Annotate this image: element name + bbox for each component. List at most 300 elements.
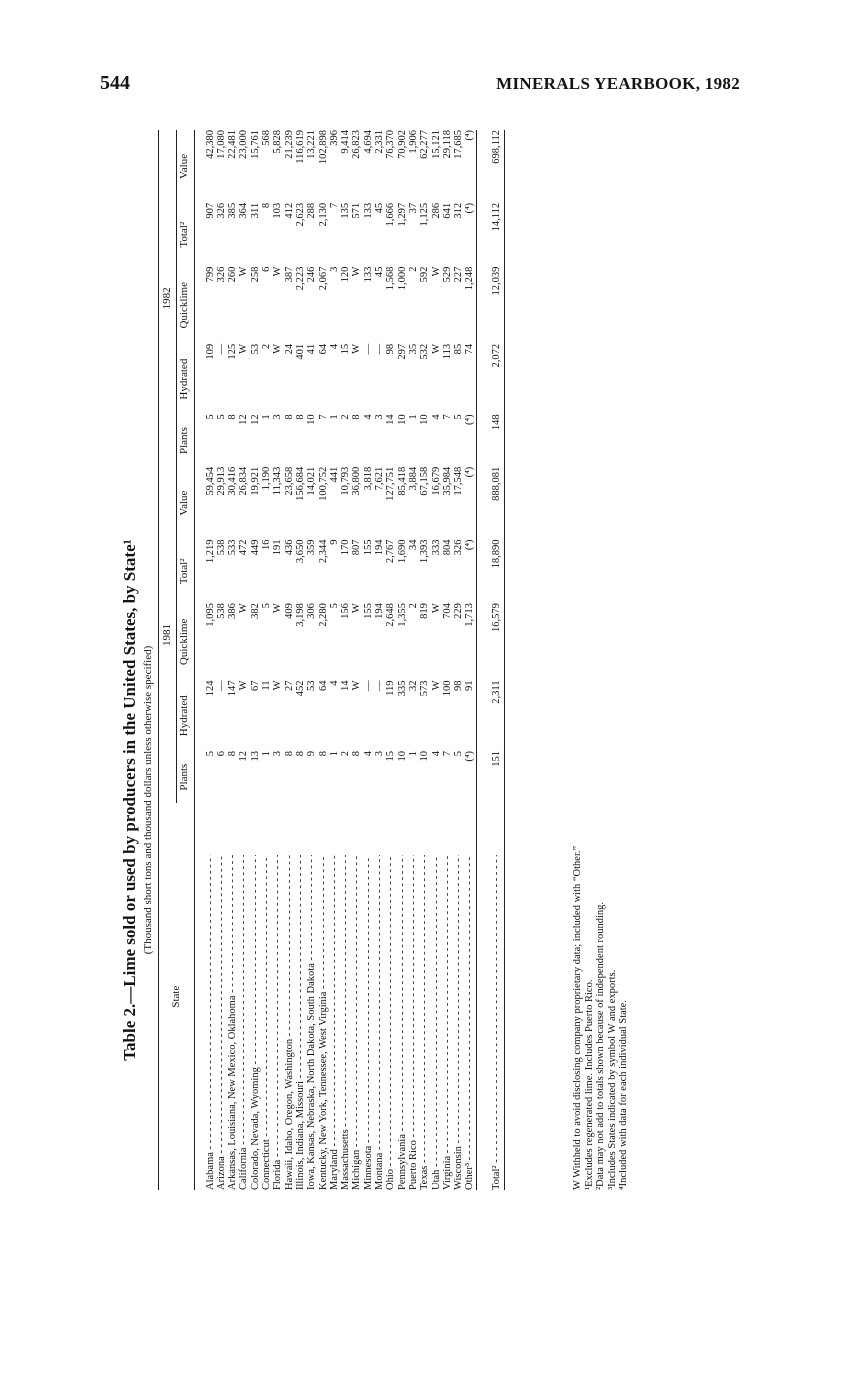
hydrated-header-1982: Hydrated bbox=[177, 344, 194, 415]
cell-1981-total: 472 bbox=[238, 539, 250, 556]
state-label: Maryland - - - bbox=[329, 855, 340, 1190]
cell-1981-plants: 6 bbox=[215, 751, 227, 757]
cell-1982-hydrated: 53 bbox=[249, 343, 261, 355]
cell-1981-total: 449 bbox=[249, 539, 261, 556]
plants-header-1981: Plants bbox=[177, 751, 194, 803]
cell-1981-plants: 10 bbox=[419, 751, 431, 762]
state-label: Montana - - - bbox=[374, 855, 385, 1190]
cell-1982-total: 907 bbox=[204, 202, 216, 219]
cell-1981-total: (⁴) bbox=[464, 539, 476, 551]
cell-1981-quicklime: 194 bbox=[374, 603, 386, 619]
cell-1981-plants: 13 bbox=[249, 751, 261, 762]
table-row bbox=[194, 130, 216, 1190]
cell-1981-plants: 8 bbox=[283, 751, 295, 757]
cell-1981-plants: 8 bbox=[294, 751, 306, 757]
cell-1982-hydrated: 2,072 bbox=[476, 344, 504, 415]
cell-1981-plants: 1 bbox=[328, 751, 340, 757]
state-cell bbox=[374, 803, 385, 1190]
cell-1981-hydrated: 27 bbox=[283, 680, 295, 691]
cell-1982-quicklime: 1,248 bbox=[464, 266, 476, 291]
cell-1981-quicklime: 382 bbox=[249, 603, 261, 619]
state-label: Michigan - - - bbox=[351, 855, 362, 1190]
cell-1981-quicklime: 1,095 bbox=[204, 603, 216, 627]
state-column-header: State bbox=[159, 803, 195, 1190]
cell-1982-plants: (⁴) bbox=[464, 414, 476, 426]
table-row bbox=[351, 130, 362, 1190]
table-row bbox=[340, 130, 351, 1190]
cell-1981-total: 194 bbox=[374, 539, 386, 556]
cell-1981-quicklime: 538 bbox=[215, 603, 227, 619]
cell-1981-quicklime: 1,355 bbox=[396, 603, 408, 627]
cell-1981-quicklime: 3,198 bbox=[294, 603, 306, 627]
cell-1981-quicklime: 5 bbox=[261, 603, 273, 609]
cell-1982-hydrated: 125 bbox=[227, 343, 239, 360]
cell-1982-quicklime: W bbox=[272, 266, 284, 277]
running-title: MINERALS YEARBOOK, 1982 bbox=[496, 74, 740, 93]
state-label: Other³ - - - bbox=[464, 855, 475, 1190]
cell-1982-hydrated: 74 bbox=[464, 343, 476, 355]
cell-1981-quicklime: 229 bbox=[453, 603, 465, 619]
cell-1982-total: 1,125 bbox=[419, 202, 431, 227]
state-cell bbox=[397, 803, 408, 1190]
cell-1982-hydrated: 41 bbox=[306, 343, 318, 355]
table-row bbox=[385, 130, 396, 1190]
cell-1981-value: 67,158 bbox=[419, 466, 431, 496]
cell-1981-total: 2,767 bbox=[385, 539, 397, 564]
cell-1981-quicklime: 155 bbox=[362, 603, 374, 619]
cell-1981-quicklime: 5 bbox=[328, 603, 340, 609]
cell-1982-total: 385 bbox=[227, 202, 239, 219]
state-cell bbox=[306, 803, 317, 1190]
cell-1982-plants: 8 bbox=[294, 414, 306, 420]
cell-1981-plants: 1 bbox=[261, 751, 273, 757]
state-label: Utah - - - bbox=[431, 855, 442, 1190]
cell-1982-hydrated: 98 bbox=[385, 343, 397, 355]
cell-1982-plants: 10 bbox=[396, 414, 408, 425]
cell-1982-plants: 4 bbox=[362, 414, 374, 420]
cell-1981-total: 333 bbox=[430, 539, 442, 556]
cell-1982-total: 288 bbox=[306, 202, 318, 219]
cell-1981-total: 538 bbox=[215, 539, 227, 556]
table-row bbox=[261, 130, 272, 1190]
cell-1981-value: 100,752 bbox=[317, 466, 329, 501]
cell-1982-value: (⁴) bbox=[464, 130, 476, 141]
cell-1981-plants: (⁴) bbox=[464, 751, 476, 762]
rotated-table-block bbox=[120, 130, 760, 1230]
cell-1981-hydrated: 573 bbox=[419, 680, 431, 697]
cell-1981-quicklime: W bbox=[238, 603, 250, 614]
cell-1981-hydrated: 67 bbox=[249, 680, 261, 691]
cell-1982-total: 133 bbox=[362, 202, 374, 219]
cell-1982-total: 1,666 bbox=[385, 202, 397, 227]
cell-1981-value: (⁴) bbox=[464, 466, 476, 478]
cell-1982-hydrated: 401 bbox=[294, 343, 306, 360]
cell-1982-total: 103 bbox=[272, 202, 284, 219]
cell-1981-value: 14,021 bbox=[306, 466, 318, 496]
cell-1982-hydrated: W bbox=[238, 343, 250, 354]
cell-1982-total: 8 bbox=[261, 202, 273, 209]
cell-1981-total: 1,393 bbox=[419, 539, 431, 564]
cell-1981-value: 3,818 bbox=[362, 466, 374, 491]
cell-1982-value: 4,694 bbox=[362, 130, 374, 154]
cell-1981-total: 359 bbox=[306, 539, 318, 556]
cell-1982-total: 45 bbox=[374, 202, 386, 214]
cell-1982-plants: 5 bbox=[215, 414, 227, 420]
cell-1982-quicklime: 1,000 bbox=[396, 266, 408, 291]
cell-1982-total: 14,112 bbox=[476, 203, 504, 267]
cell-1982-value: 15,761 bbox=[249, 130, 261, 159]
cell-1981-total: 807 bbox=[351, 539, 363, 556]
table-row bbox=[408, 130, 419, 1190]
cell-1981-quicklime: 2 bbox=[407, 603, 419, 609]
cell-1982-plants: 7 bbox=[441, 414, 453, 420]
table-row bbox=[272, 130, 283, 1190]
cell-1982-plants: 148 bbox=[476, 414, 504, 466]
cell-1981-hydrated: 64 bbox=[317, 680, 329, 691]
cell-1981-plants: 7 bbox=[441, 751, 453, 757]
cell-1982-plants: 3 bbox=[272, 414, 284, 420]
cell-1982-value: 22,481 bbox=[227, 130, 239, 159]
state-label: Virginia - - - bbox=[442, 855, 453, 1190]
table-row bbox=[363, 130, 374, 1190]
cell-1981-hydrated: 32 bbox=[407, 680, 419, 691]
cell-1982-plants: 1 bbox=[261, 414, 273, 420]
cell-1982-plants: 12 bbox=[249, 414, 261, 425]
cell-1981-total: 533 bbox=[227, 539, 239, 556]
cell-1982-value: 698,112 bbox=[476, 130, 504, 203]
cell-1982-value: 396 bbox=[328, 130, 340, 146]
cell-1982-quicklime: W bbox=[238, 266, 250, 277]
cell-1982-total: 312 bbox=[453, 202, 465, 219]
cell-1982-hydrated: 15 bbox=[340, 343, 352, 355]
cell-1981-quicklime: W bbox=[351, 603, 363, 614]
cell-1982-quicklime: 133 bbox=[362, 266, 374, 283]
cell-1981-hydrated: 124 bbox=[204, 680, 216, 697]
cell-1982-quicklime: 227 bbox=[453, 266, 465, 283]
cell-1982-quicklime: 12,039 bbox=[476, 267, 504, 344]
cell-1981-plants: 8 bbox=[317, 751, 329, 757]
cell-1982-plants: 14 bbox=[385, 414, 397, 425]
cell-1981-value: 16,679 bbox=[430, 466, 442, 496]
cell-1982-plants: 10 bbox=[306, 414, 318, 425]
cell-1982-value: 102,898 bbox=[317, 130, 329, 165]
footnote-4: ⁴Included with data for each individual State. bbox=[618, 1000, 629, 1190]
hydrated-header-1981: Hydrated bbox=[177, 681, 194, 752]
cell-1982-plants: 8 bbox=[351, 414, 363, 420]
cell-1981-hydrated: W bbox=[430, 680, 442, 691]
cell-1982-value: 21,239 bbox=[283, 130, 295, 159]
value-header-1981: Value bbox=[177, 467, 194, 540]
quicklime-header-1981: Quicklime bbox=[177, 603, 194, 680]
state-label: Colorado, Nevada, Wyoming - - - bbox=[250, 855, 261, 1190]
cell-1982-quicklime: 326 bbox=[215, 266, 227, 283]
cell-1982-plants: 4 bbox=[430, 414, 442, 420]
lime-table bbox=[158, 130, 505, 1190]
state-label: Florida - - - bbox=[272, 855, 283, 1190]
cell-1982-total: 326 bbox=[215, 202, 227, 219]
cell-1982-hydrated: — bbox=[362, 343, 374, 355]
cell-1981-quicklime: 2,648 bbox=[385, 603, 397, 627]
cell-1982-total: 571 bbox=[351, 202, 363, 219]
cell-1981-hydrated: 14 bbox=[340, 680, 352, 691]
state-label: Iowa, Kansas, Nebraska, North Dakota, South Dakota - - - bbox=[306, 855, 317, 1190]
cell-1982-plants: 8 bbox=[283, 414, 295, 420]
cell-1981-quicklime: 1,713 bbox=[464, 603, 476, 627]
cell-1982-hydrated: 297 bbox=[396, 343, 408, 360]
cell-1981-value: 127,751 bbox=[385, 466, 397, 501]
year-1981-header: 1981 bbox=[159, 467, 177, 804]
cell-1981-quicklime: 2,280 bbox=[317, 603, 329, 627]
cell-1981-hydrated: 2,311 bbox=[476, 681, 504, 752]
cell-1982-total: 2,130 bbox=[317, 202, 329, 227]
footnote-2: ²Data may not add to totals shown because of independent rounding. bbox=[595, 901, 606, 1190]
total-row bbox=[476, 130, 504, 1190]
state-cell bbox=[351, 803, 362, 1190]
page-number: 544 bbox=[100, 72, 130, 94]
cell-1981-quicklime: 409 bbox=[283, 603, 295, 619]
cell-1981-plants: 1 bbox=[407, 751, 419, 757]
cell-1982-value: 1,906 bbox=[407, 130, 419, 154]
cell-1981-total: 155 bbox=[362, 539, 374, 556]
cell-1982-hydrated: W bbox=[430, 343, 442, 354]
cell-1982-hydrated: — bbox=[374, 343, 386, 355]
cell-1981-plants: 12 bbox=[238, 751, 250, 762]
cell-1981-plants: 8 bbox=[351, 751, 363, 757]
cell-1982-quicklime: 529 bbox=[441, 266, 453, 283]
state-cell bbox=[408, 803, 419, 1190]
cell-1981-quicklime: 704 bbox=[441, 603, 453, 619]
cell-1981-hydrated: W bbox=[238, 680, 250, 691]
state-label: Illinois, Indiana, Missouri - - - bbox=[295, 855, 306, 1190]
state-cell bbox=[329, 803, 340, 1190]
table-body bbox=[194, 130, 504, 1190]
cell-1981-value: 10,793 bbox=[340, 466, 352, 496]
cell-1982-total: 37 bbox=[407, 202, 419, 214]
cell-1981-hydrated: 119 bbox=[385, 680, 397, 696]
footnote-1: ¹Excludes regenerated lime. Includes Puerto Rico. bbox=[583, 979, 595, 1190]
state-label: Pennsylvania - - - bbox=[397, 855, 408, 1190]
cell-1982-quicklime: 2 bbox=[407, 266, 419, 272]
cell-1982-hydrated: W bbox=[351, 343, 363, 354]
cell-1981-value: 30,416 bbox=[227, 466, 239, 496]
footnotes bbox=[572, 290, 630, 1190]
cell-1981-value: 3,884 bbox=[407, 466, 419, 491]
cell-1981-total: 326 bbox=[453, 539, 465, 556]
state-cell bbox=[363, 803, 374, 1190]
cell-1982-value: 42,380 bbox=[204, 130, 216, 159]
cell-1982-hydrated: 4 bbox=[328, 343, 340, 350]
cell-1981-value: 888,081 bbox=[476, 467, 504, 540]
cell-1982-value: 568 bbox=[261, 130, 273, 146]
cell-1981-hydrated: 100 bbox=[441, 680, 453, 697]
cell-1982-quicklime: 2,067 bbox=[317, 266, 329, 291]
state-label: Texas - - - bbox=[419, 855, 430, 1190]
cell-1981-plants: 15 bbox=[385, 751, 397, 762]
table-row bbox=[329, 130, 340, 1190]
cell-1981-plants: 8 bbox=[227, 751, 239, 757]
cell-1981-value: 85,418 bbox=[396, 466, 408, 496]
cell-1982-value: 76,370 bbox=[385, 130, 397, 159]
cell-1981-hydrated: 11 bbox=[261, 680, 273, 691]
page-header bbox=[100, 72, 760, 102]
state-cell bbox=[340, 803, 351, 1190]
year-1982-header: 1982 bbox=[159, 130, 177, 467]
cell-1982-total: 311 bbox=[249, 202, 261, 219]
cell-1981-value: 26,834 bbox=[238, 466, 250, 496]
state-label: Hawaii, Idaho, Oregon, Washington - - - bbox=[284, 855, 295, 1190]
state-label: Arkansas, Louisiana, New Mexico, Oklahoma - - - bbox=[227, 855, 238, 1190]
cell-1981-plants: 5 bbox=[453, 751, 465, 757]
cell-1981-quicklime: 386 bbox=[227, 603, 239, 619]
table-row bbox=[227, 130, 238, 1190]
state-cell bbox=[295, 803, 306, 1190]
cell-1982-total: 364 bbox=[238, 202, 250, 219]
state-cell bbox=[261, 803, 272, 1190]
state-label: Wisconsin - - - bbox=[453, 855, 464, 1190]
state-cell bbox=[272, 803, 283, 1190]
cell-1982-value: 17,080 bbox=[215, 130, 227, 159]
state-cell bbox=[442, 803, 453, 1190]
cell-1981-total: 436 bbox=[283, 539, 295, 556]
cell-1981-value: 441 bbox=[328, 466, 340, 483]
cell-1981-quicklime: 306 bbox=[306, 603, 318, 619]
state-cell bbox=[476, 803, 504, 1190]
cell-1982-quicklime: 6 bbox=[261, 266, 273, 272]
cell-1982-quicklime: W bbox=[430, 266, 442, 277]
cell-1981-total: 1,219 bbox=[204, 539, 216, 564]
plants-header-1982: Plants bbox=[177, 414, 194, 466]
cell-1982-total: 1,297 bbox=[396, 202, 408, 227]
cell-1982-hydrated: 113 bbox=[441, 343, 453, 360]
cell-1981-quicklime: W bbox=[272, 603, 284, 614]
cell-1982-value: 17,685 bbox=[453, 130, 465, 159]
cell-1982-quicklime: 258 bbox=[249, 266, 261, 283]
footnote-3: ³Includes States indicated by symbol W and exports. bbox=[606, 969, 618, 1190]
cell-1981-plants: 3 bbox=[272, 751, 284, 757]
cell-1981-total: 804 bbox=[441, 539, 453, 556]
state-cell bbox=[238, 803, 249, 1190]
state-cell bbox=[431, 803, 442, 1190]
cell-1981-plants: 10 bbox=[396, 751, 408, 762]
cell-1981-hydrated: W bbox=[272, 680, 284, 691]
table-row bbox=[397, 130, 408, 1190]
cell-1981-hydrated: 91 bbox=[464, 680, 476, 691]
value-header-1982: Value bbox=[177, 130, 194, 203]
total-header-1981: Total² bbox=[177, 539, 194, 603]
cell-1982-hydrated: 24 bbox=[283, 343, 295, 355]
cell-1981-plants: 9 bbox=[306, 751, 318, 757]
cell-1981-plants: 4 bbox=[362, 751, 374, 757]
cell-1981-hydrated: 335 bbox=[396, 680, 408, 697]
cell-1981-plants: 151 bbox=[476, 751, 504, 803]
cell-1981-total: 9 bbox=[328, 539, 340, 545]
cell-1981-total: 34 bbox=[407, 539, 419, 550]
cell-1982-value: 23,000 bbox=[238, 130, 250, 159]
cell-1982-quicklime: 3 bbox=[328, 266, 340, 272]
cell-1982-quicklime: W bbox=[351, 266, 363, 277]
cell-1982-plants: 8 bbox=[227, 414, 239, 420]
state-cell bbox=[464, 803, 476, 1190]
table-row bbox=[374, 130, 385, 1190]
table-row bbox=[284, 130, 295, 1190]
cell-1982-value: 2,331 bbox=[374, 130, 386, 154]
state-label: Puerto Rico - - - bbox=[408, 855, 419, 1190]
cell-1982-plants: 7 bbox=[317, 414, 329, 420]
cell-1982-plants: 2 bbox=[340, 414, 352, 420]
cell-1982-quicklime: 387 bbox=[283, 266, 295, 283]
cell-1982-hydrated: — bbox=[215, 343, 227, 355]
state-label: Total² - - - bbox=[491, 855, 502, 1190]
cell-1981-total: 3,650 bbox=[294, 539, 306, 564]
cell-1981-hydrated: — bbox=[362, 680, 374, 691]
total-header-1982: Total² bbox=[177, 203, 194, 267]
cell-1982-hydrated: 532 bbox=[419, 343, 431, 360]
cell-1982-quicklime: 1,568 bbox=[385, 266, 397, 291]
cell-1982-value: 62,277 bbox=[419, 130, 431, 159]
state-label: Connecticut - - - bbox=[261, 855, 272, 1190]
cell-1981-total: 1,690 bbox=[396, 539, 408, 564]
table-row bbox=[295, 130, 306, 1190]
table-row bbox=[464, 130, 476, 1190]
table-row bbox=[250, 130, 261, 1190]
cell-1981-hydrated: W bbox=[351, 680, 363, 691]
cell-1981-hydrated: 147 bbox=[227, 680, 239, 697]
cell-1981-value: 17,548 bbox=[453, 466, 465, 496]
table-row bbox=[442, 130, 453, 1190]
cell-1982-value: 9,414 bbox=[340, 130, 352, 154]
cell-1982-value: 26,823 bbox=[351, 130, 363, 159]
cell-1982-total: 286 bbox=[430, 202, 442, 219]
table-title: Table 2.—Lime sold or used by producers in the United States, by State¹ bbox=[120, 539, 139, 1061]
cell-1981-value: 7,621 bbox=[374, 466, 386, 491]
cell-1982-quicklime: 260 bbox=[227, 266, 239, 283]
cell-1982-value: 70,902 bbox=[396, 130, 408, 159]
cell-1981-hydrated: — bbox=[374, 680, 386, 691]
cell-1982-hydrated: 2 bbox=[261, 343, 273, 350]
cell-1981-value: 156,684 bbox=[294, 466, 306, 501]
cell-1981-hydrated: 452 bbox=[294, 680, 306, 697]
table-row bbox=[419, 130, 430, 1190]
state-label: Massachusetts - - - bbox=[340, 855, 351, 1190]
cell-1982-total: 412 bbox=[283, 202, 295, 219]
cell-1981-total: 2,344 bbox=[317, 539, 329, 564]
state-label: Alabama - - - bbox=[205, 855, 216, 1190]
cell-1981-quicklime: 819 bbox=[419, 603, 431, 619]
state-cell bbox=[250, 803, 261, 1190]
state-label: Minnesota - - - bbox=[363, 855, 374, 1190]
cell-1981-total: 170 bbox=[340, 539, 352, 556]
cell-1981-value: 23,658 bbox=[283, 466, 295, 496]
cell-1982-plants: 10 bbox=[419, 414, 431, 425]
cell-1981-quicklime: W bbox=[430, 603, 442, 614]
cell-1982-quicklime: 246 bbox=[306, 266, 318, 283]
cell-1981-hydrated: — bbox=[215, 680, 227, 691]
cell-1981-quicklime: 16,579 bbox=[476, 603, 504, 680]
table-row bbox=[216, 130, 227, 1190]
cell-1981-total: 191 bbox=[272, 539, 284, 556]
table-row bbox=[318, 130, 329, 1190]
cell-1982-quicklime: 592 bbox=[419, 266, 431, 283]
state-cell bbox=[318, 803, 329, 1190]
cell-1982-value: 13,221 bbox=[306, 130, 318, 159]
cell-1982-total: (⁴) bbox=[464, 202, 476, 214]
cell-1981-total: 18,890 bbox=[476, 539, 504, 603]
state-cell bbox=[194, 803, 216, 1190]
cell-1981-hydrated: 53 bbox=[306, 680, 318, 691]
state-cell bbox=[419, 803, 430, 1190]
state-cell bbox=[385, 803, 396, 1190]
table-subtitle: (Thousand short tons and thousand dollars unless otherwise specified) bbox=[142, 645, 154, 955]
